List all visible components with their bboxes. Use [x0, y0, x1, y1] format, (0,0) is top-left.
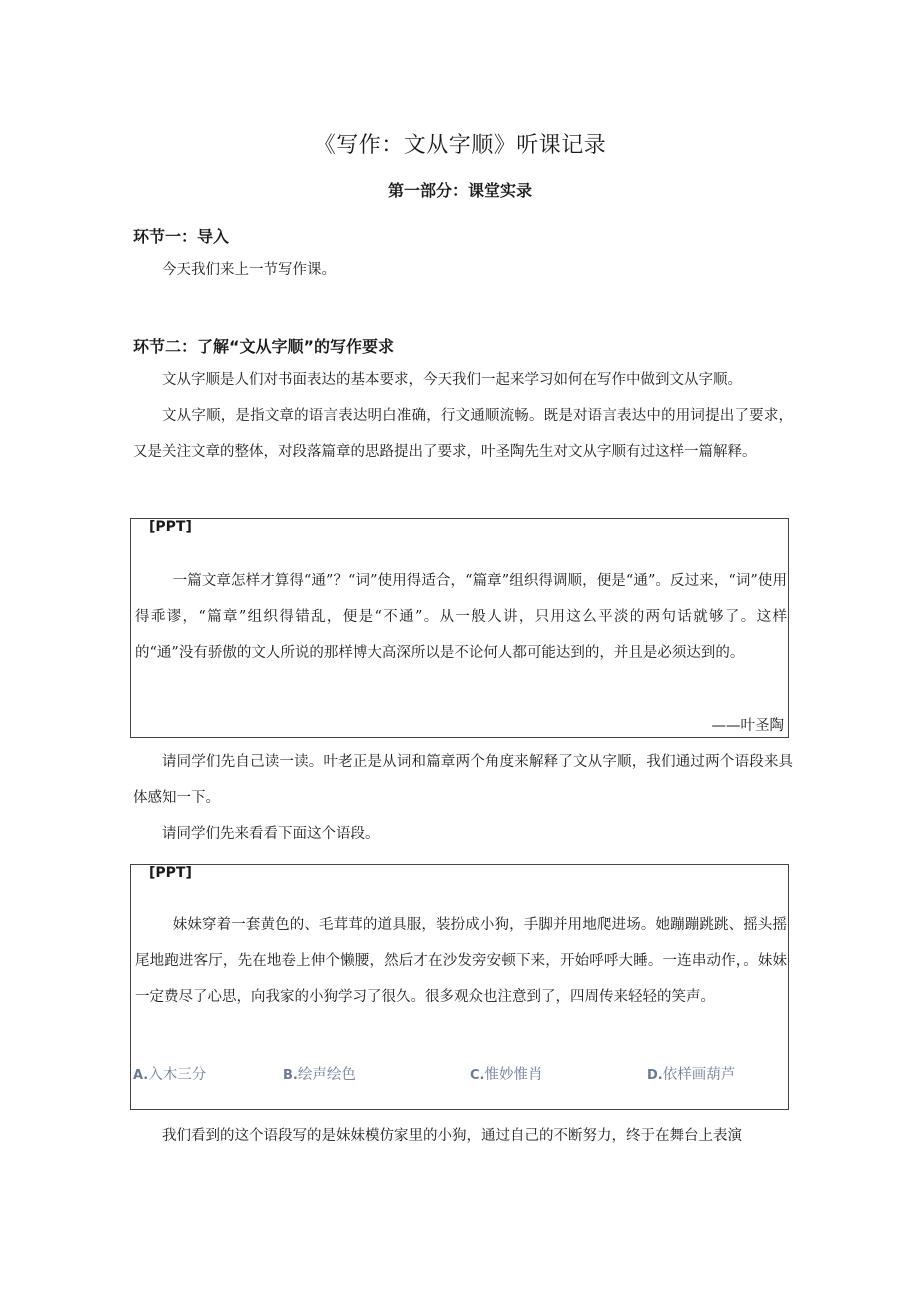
option-text: 依样画葫芦: [662, 1067, 736, 1083]
ppt-quote-box: [130, 518, 789, 738]
paragraph-look-instruction: 请同学们先来看看下面这个语段。: [162, 826, 380, 842]
quote-attribution: ——叶圣陶: [711, 718, 784, 734]
paragraph-definition: 文从字顺是人们对书面表达的基本要求，今天我们一起来学习如何在写作中做到文从字顺。: [162, 372, 742, 388]
ppt-label: [PPT]: [149, 519, 192, 535]
option-c: [470, 1063, 542, 1084]
part-subtitle: 第一部分：课堂实录: [387, 181, 532, 200]
ppt-label: [PPT]: [149, 865, 192, 881]
section-heading-intro: 环节一：导入: [133, 227, 230, 246]
ppt-exercise-text: 妹妹穿着一套黄色的、毛茸茸的道具服，装扮成小狗，手脚并用地爬进场。她蹦蹦跳跳、摇头摇尾地跑进客厅，先在地卷上伸个懒腰，然后才在沙发旁安顿下来，开始呼呼大睡。一连串动作，。妹妹一定费尽了心思，向我家的小狗学习了很久。很多观众也注意到了，四周传来轻轻的笑声。: [135, 917, 787, 1005]
option-text: 惟妙惟肖: [484, 1067, 543, 1083]
paragraph-analysis: 我们看到的这个语段写的是妹妹模仿家里的小狗，通过自己的不断努力，终于在舞台上表演: [162, 1128, 742, 1144]
option-text: 绘声绘色: [297, 1067, 356, 1083]
ppt-exercise-box: [130, 864, 789, 1110]
option-letter: D.: [647, 1068, 663, 1083]
document-title: 《写作：文从字顺》听课记录: [313, 133, 607, 158]
paragraph-intro: 今天我们来上一节写作课。: [162, 262, 336, 278]
option-letter: B.: [283, 1068, 298, 1083]
option-d: [647, 1063, 735, 1084]
option-b: [283, 1063, 356, 1084]
option-a: [133, 1063, 206, 1084]
paragraph-read-instruction: 请同学们先自己读一读。叶老正是从词和篇章两个角度来解释了文从字顺，我们通过两个语段来具体感知一下。: [133, 754, 793, 806]
paragraph-explanation: 文从字顺，是指文章的语言表达明白准确，行文通顺流畅。既是对语言表达中的用词提出了要求，又是关注文章的整体，对段落篇章的思路提出了要求，叶圣陶先生对文从字顺有过这样一篇解释。: [133, 408, 793, 460]
ppt-quote-text: 一篇文章怎样才算得“通”？“词”使用得适合，“篇章”组织得调顺，便是“通”。反过来，“词”使用得乖谬，“篇章”组织得错乱，便是“不通”。从一般人讲，只用这么平淡的两句话就够了。这样的“通”没有骄傲的文人所说的那样博大高深所以是不论何人都可能达到的，并且是必须达到的。: [135, 573, 787, 661]
option-text: 入木三分: [148, 1067, 207, 1083]
section-heading-requirements: 环节二：了解“文从字顺”的写作要求: [133, 337, 395, 356]
option-letter: A.: [133, 1068, 149, 1083]
option-letter: C.: [470, 1068, 485, 1083]
